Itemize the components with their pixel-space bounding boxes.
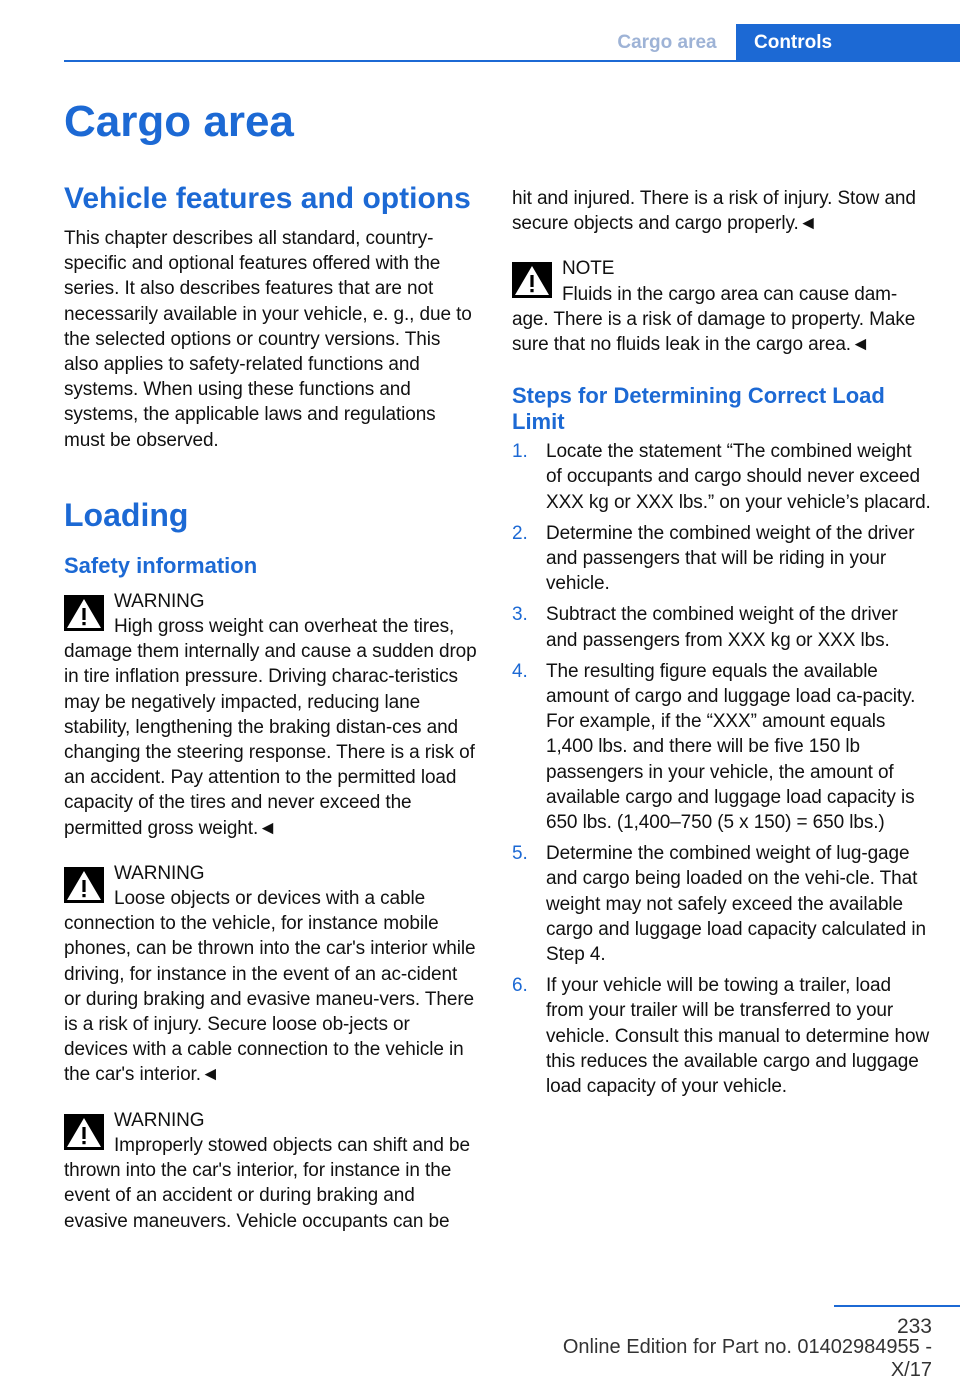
left-column bbox=[64, 182, 478, 1234]
loading-heading: Loading bbox=[64, 496, 189, 533]
step-text: If your vehicle will be towing a trailer, load from your trailer will be transferred to your vehicle. Consult this manual to determine how this reduces the available cargo and luggage load capacity of your vehicle. bbox=[546, 975, 930, 1098]
list-item bbox=[512, 659, 932, 835]
note-label: NOTE bbox=[562, 258, 615, 280]
step-text: The resulting figure equals the available amount of cargo and luggage load ca-pacity. For example, if the “XXX” amount equals 1,400 lbs. and there will be five 150 lb passengers in your vehicle, the amount of available cargo and luggage load capacity is 650 lbs. (1,400–750 (5 x 150) = 650 lbs.) bbox=[546, 660, 916, 834]
step-text: Determine the combined weight of lug-gage and cargo being loaded on the vehi-cle. That weight may not safely exceed the available cargo and luggage load capacity calculated in Step 4. bbox=[546, 843, 926, 966]
vehicle-features-heading: Vehicle features and options bbox=[64, 182, 471, 215]
list-item bbox=[512, 841, 932, 967]
steps-list bbox=[512, 439, 932, 1099]
warning-block-3 bbox=[64, 1108, 478, 1234]
warning-label: WARNING bbox=[114, 1109, 205, 1131]
warning-triangle-icon bbox=[64, 867, 104, 903]
right-column bbox=[512, 186, 932, 1105]
step-number: 3. bbox=[512, 604, 528, 626]
note-block bbox=[512, 256, 932, 357]
header-section-tab: Cargo area bbox=[617, 32, 717, 53]
header-chapter-tab: Controls bbox=[736, 24, 960, 62]
page-title: Cargo area bbox=[64, 97, 294, 146]
warning-label: WARNING bbox=[114, 862, 205, 884]
steps-heading: Steps for Determining Correct Load Limit bbox=[512, 383, 885, 435]
warning-continued-text: hit and injured. There is a risk of injury. Stow and secure objects and cargo properly.◄ bbox=[512, 188, 916, 235]
warning-triangle-icon bbox=[512, 262, 552, 298]
step-number: 4. bbox=[512, 660, 528, 682]
page-number: 233 bbox=[896, 1315, 932, 1338]
step-text: Subtract the combined weight of the driver and passengers from XXX kg or XXX lbs. bbox=[546, 604, 898, 651]
list-item bbox=[512, 973, 932, 1099]
warning-triangle-icon bbox=[64, 1114, 104, 1150]
footer-edition: Online Edition for Part no. 01402984955 - X/17 bbox=[562, 1336, 932, 1381]
footer-rule bbox=[834, 1305, 960, 1307]
safety-information-heading: Safety information bbox=[64, 552, 258, 578]
step-number: 6. bbox=[512, 975, 528, 997]
warning-text: Loose objects or devices with a cable connection to the vehicle, for instance mobile phones, can be thrown into the car's interior while driving, for instance in the event of an ac-cident or during braking and evasive maneu-vers. There is a risk of injury. Secure loose ob-jects or devices with a cable connection to the vehicle in the car's interior.◄ bbox=[64, 888, 476, 1086]
header-rule bbox=[64, 60, 960, 62]
list-item bbox=[512, 439, 932, 515]
warning-text: Improperly stowed objects can shift and be thrown into the car's interior, for instance in the event of an accident or during braking and evasive maneuvers. Vehicle occupants can be bbox=[64, 1134, 470, 1232]
warning-block-2 bbox=[64, 861, 478, 1088]
list-item bbox=[512, 602, 932, 652]
step-number: 1. bbox=[512, 441, 528, 463]
warning-text: High gross weight can overheat the tires, damage them internally and cause a sudden drop in tire inflation pressure. Driving charac-teristics may be negatively impacted, reducing lane stability, lengthening the braking distan-ces and changing the steering response. There is a risk of an accident. Pay attention to the permitted load capacity of the tires and never exceed the permitted gross weight.◄ bbox=[64, 616, 477, 839]
warning-block-1 bbox=[64, 589, 478, 841]
note-text: Fluids in the cargo area can cause dam-age. There is a risk of damage to property. Make sure that no fluids leak in the cargo area.◄ bbox=[512, 283, 916, 356]
vehicle-features-body: This chapter describes all standard, country-specific and optional features offered with the series. It also describes features that are not necessarily available in your vehicle, e. g., due to the selected options or country versions. This also applies to safety-related functions and systems. When using these functions and systems, the applicable laws and regulations must be observed. bbox=[64, 228, 472, 451]
step-text: Locate the statement “The combined weight of occupants and cargo should never exceed XXX kg or XXX lbs.” on your vehicle’s placard. bbox=[546, 441, 931, 513]
step-number: 5. bbox=[512, 843, 528, 865]
list-item bbox=[512, 521, 932, 597]
warning-label: WARNING bbox=[114, 590, 205, 612]
warning-triangle-icon bbox=[64, 595, 104, 631]
step-text: Determine the combined weight of the driver and passengers that will be riding in your vehicle. bbox=[546, 522, 915, 595]
step-number: 2. bbox=[512, 522, 528, 544]
